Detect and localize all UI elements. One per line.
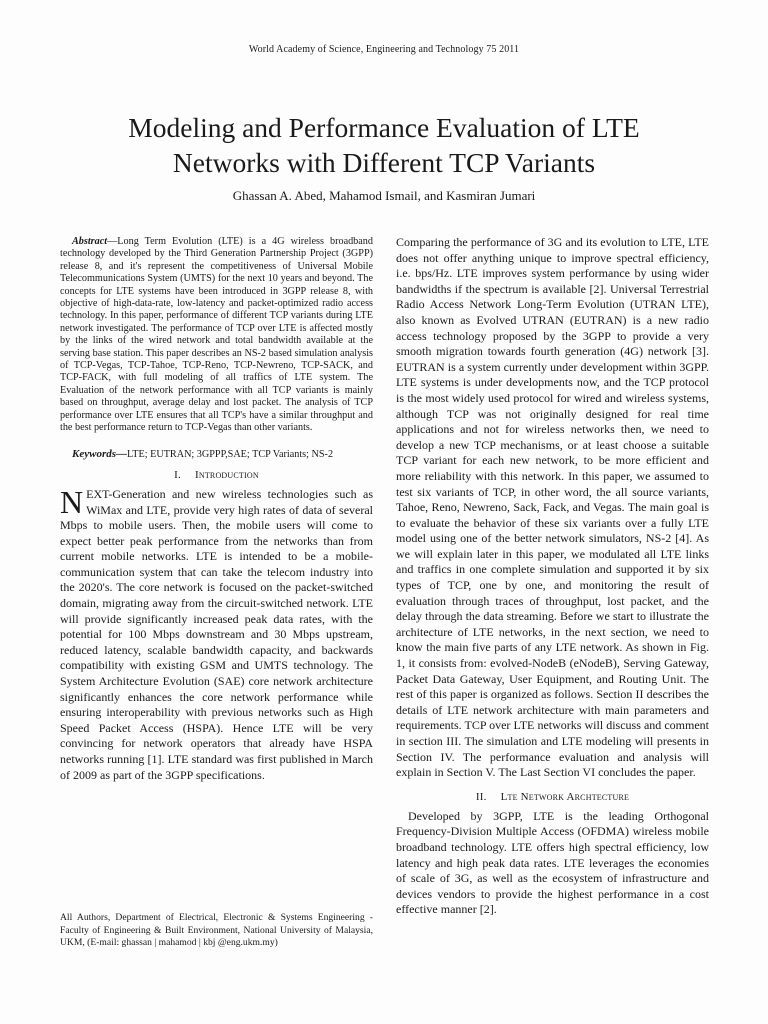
right-paragraph-1: Comparing the performance of 3G and its evolution to LTE, LTE does not offer anything unique to improve spectral efficiency, i.e. bps/Hz. LTE improves system performance by using wider bandwidths if the spectrum is available [2]. Universal Terrestrial Radio Access Network Long-Term Evolution (UTRAN LTE), also known as Evolved UTRAN (EUTRAN) is a new radio access technology proposed by the 3GPP to provide a very smooth migration towards fourth generation (4G) network [3]. EUTRAN is a system currently under development within 3GPP. LTE systems is under developments now, and the TCP protocol is the most widely used protocol for wired and wireless systems, although TCP was not originally designed for real time applications and not for wireless networks then, we need to develop a new TCP mechanisms, or at least choose a suitable TCP variant for each new network, to be more efficient and more reliability with this network. In this paper, we assumed to test six variants of TCP, in other word, the all source variants, Tahoe, Reno, Newreno, Sack, Fack, and Vegas. The main goal is to evaluate the behavior of these six variants over a fully LTE model using one of the better network simulators, NS-2 [4]. As we will explain later in this paper, we modulated all LTE links and traffics in one complete simulation and supported it by six types of TCP, one by one, and monitoring the result of evaluation through traces of throughput, lost packet, and the delay through the data streaming. Before we start to illustrate the architecture of LTE networks, in the next section, we need to know the main five parts of any LTE network. As shown in Fig. 1, it consists from: evolved-NodeB (eNodeB), Serving Gateway, Packet Data Gateway, User Equipment, and Routing Unit. The rest of this paper is organized as follows. Section II describes the details of LTE network architecture with main parameters and requirements. TCP over LTE networks will discuss and comment in section III. The simulation and LTE modeling will presents in Section IV. The performance evaluation and analysis will explain in Section V. The Last Section VI concludes the paper. [396,235,709,780]
section-number: I. [174,468,181,481]
section-heading-architecture [396,791,709,803]
section-number: II. [475,790,487,803]
abstract-label: Abstract [72,236,108,247]
keywords-label: Keywords— [72,447,127,460]
section-heading-introduction [60,469,373,481]
author-list: Ghassan A. Abed, Mahamod Ismail, and Kasmiran Jumari [232,188,536,203]
abstract-text: —Long Term Evolution (LTE) is a 4G wireless broadband technology developed by the Third Generation Partnership Project (3GPP) release 8, and it's represent the competitiveness of Universal Mobile Telecommunications System (UMTS) for the next 10 years and beyond. The concepts for LTE systems have been introduced in 3GPP release 8, with objective of high-data-rate, low-latency and packet-optimized radio access technology. In this paper, performance of different TCP variants during LTE network investigated. The performance of TCP over LTE is affected mostly by the links of the wired network and total bandwidth available at the serving base station. This paper describes an NS-2 based simulation analysis of TCP-Vegas, TCP-Tahoe, TCP-Reno, TCP-Newreno, TCP-SACK, and TCP-FACK, with full modeling of all traffics of LTE system. The Evaluation of the network performance with all TCP variants is mainly based on throughput, average delay and lost packet. The analysis of TCP performance over LTE ensures that all TCP's have a similar throughput and the best performance return to TCP-Vegas than other variants. [60,236,373,434]
paper-title [60,110,708,180]
keywords-text: LTE; EUTRAN; 3GPPP,SAE; TCP Variants; NS-2 [127,448,334,460]
title-line-1: Modeling and Performance Evaluation of LTE [128,112,640,143]
left-column [60,236,373,783]
drop-cap: N [60,483,84,520]
right-paragraph-2: Developed by 3GPP, LTE is the leading Orthogonal Frequency-Division Multiple Access (OFDMA) wireless mobile broadband technology. LTE offers high spectral efficiency, low latency and high peak data rates. LTE leverages the economies of scale of 3G, as well as the ecosystem of infrastructure and devices vendors to provide the highest performance in a cost effective manner [2]. [396,808,709,917]
author-affiliation-footnote: All Authors, Department of Electrical, Electronic & Systems Engineering - Faculty of Engineering & Built Environment, National University of Malaysia, UKM, (E-mail: ghassan | mahamod | kbj @eng.ukm.my) [60,912,373,949]
title-line-2: Networks with Different TCP Variants [172,147,596,178]
section-title: Lte Network Archtecture [500,790,630,803]
section-title: Introduction [194,468,259,481]
introduction-paragraph [60,483,373,783]
introduction-text: EXT-Generation and new wireless technologies such as WiMax and LTE, provide very high rates of data of several Mbps to mobile users. Then, the mobile users will come to expect better peak performance from the networks than from current mobile networks. LTE is intended to be a mobile-communication system that can take the telecom industry into the 2020's. The core network is focused on the packet-switched domain, migrating away from the circuit-switched network. LTE will provide significantly increased peak data rates, with the potential for 100 Mbps downstream and 30 Mbps upstream, reduced latency, scalable bandwidth capacity, and backwards compatibility with existing GSM and UMTS technology. The System Architecture Evolution (SAE) core network architecture significantly enhances the core network performance while ensuring interoperability with previous networks such as High Speed Packet Access (HSPA). Hence LTE will be very convincing for network operators that already have HSPA networks running [1]. LTE standard was first published in March of 2009 as part of the 3GPP specifications. [60,486,373,782]
keywords [60,448,373,461]
abstract [60,236,373,435]
journal-header: World Academy of Science, Engineering and Technology 75 2011 [248,44,520,55]
right-column [396,235,709,918]
